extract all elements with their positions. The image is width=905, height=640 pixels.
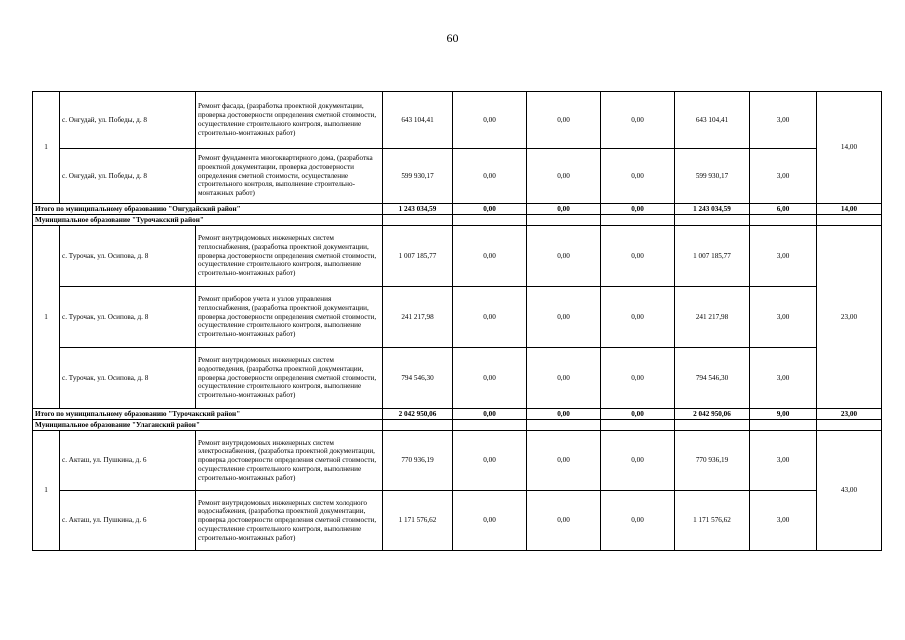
- total-value: 1 243 034,59: [383, 204, 453, 215]
- empty-cell: [601, 215, 675, 226]
- work-description: Ремонт фасада, (разработка проектной документации, проверка достоверности определения сметной стоимости, осуществление строительного контроля, выполнение строительно-монтажных работ): [196, 92, 383, 149]
- value-cell: 1 171 576,62: [383, 491, 453, 551]
- empty-cell: [817, 420, 882, 431]
- value-cell: 0,00: [453, 92, 527, 149]
- value-cell: 3,00: [750, 226, 817, 287]
- table-row: [33, 287, 882, 348]
- value-cell: 0,00: [527, 348, 601, 409]
- value-cell: 0,00: [453, 226, 527, 287]
- value-cell: 1 171 576,62: [675, 491, 750, 551]
- value-cell: 0,00: [453, 431, 527, 491]
- value-cell: 0,00: [601, 348, 675, 409]
- value-cell: 1 007 185,77: [675, 226, 750, 287]
- table-row: [33, 431, 882, 491]
- total-value: 0,00: [527, 204, 601, 215]
- group-value-cell: 14,00: [817, 92, 882, 204]
- work-description: Ремонт внутридомовых инженерных систем электроснабжения, (разработка проектной документации, проверка достоверности определения сметной стоимости, осуществление строительного контроля, выполнение строительно-монтажных работ): [196, 431, 383, 491]
- table-row: [33, 149, 882, 204]
- total-value: 0,00: [601, 409, 675, 420]
- empty-cell: [675, 215, 750, 226]
- value-cell: 0,00: [527, 491, 601, 551]
- value-cell: 0,00: [601, 491, 675, 551]
- value-cell: 599 930,17: [383, 149, 453, 204]
- address-cell: с. Акташ, ул. Пушкина, д. 6: [60, 431, 196, 491]
- value-cell: 0,00: [601, 226, 675, 287]
- municipality-header-row: [33, 215, 882, 226]
- value-cell: 643 104,41: [675, 92, 750, 149]
- work-description: Ремонт внутридомовых инженерных систем водоотведения, (разработка проектной документации, проверка достоверности определения сметной стоимости, осуществление строительного контроля, выполнение строительно-монтажных работ): [196, 348, 383, 409]
- value-cell: 3,00: [750, 287, 817, 348]
- total-value: 0,00: [527, 409, 601, 420]
- total-value: 0,00: [453, 409, 527, 420]
- total-value: 2 042 950,06: [675, 409, 750, 420]
- value-cell: 0,00: [527, 92, 601, 149]
- total-label: Итого по муниципальному образованию "Онгудайский район": [33, 204, 383, 215]
- empty-cell: [817, 215, 882, 226]
- work-description: Ремонт внутридомовых инженерных систем теплоснабжения, (разработка проектной документации, проверка достоверности определения сметной стоимости, осуществление строительного контроля, выполнение строительно-монтажных работ): [196, 226, 383, 287]
- empty-cell: [750, 215, 817, 226]
- value-cell: 241 217,98: [383, 287, 453, 348]
- value-cell: 794 546,30: [675, 348, 750, 409]
- value-cell: 794 546,30: [383, 348, 453, 409]
- value-cell: 3,00: [750, 92, 817, 149]
- value-cell: 241 217,98: [675, 287, 750, 348]
- value-cell: 770 936,19: [675, 431, 750, 491]
- value-cell: 643 104,41: [383, 92, 453, 149]
- empty-cell: [527, 420, 601, 431]
- total-value: 0,00: [453, 204, 527, 215]
- total-value: 0,00: [601, 204, 675, 215]
- value-cell: 599 930,17: [675, 149, 750, 204]
- work-description: Ремонт внутридомовых инженерных систем холодного водоснабжения, (разработка проектной документации, проверка достоверности определения сметной стоимости, осуществление строительного контроля, выполнение строительно-монтажных работ): [196, 491, 383, 551]
- row-number: 1: [33, 431, 60, 551]
- municipality-header-row: [33, 420, 882, 431]
- municipality-header: Муниципальное образование "Турочакский район": [33, 215, 383, 226]
- work-description: Ремонт приборов учета и узлов управления теплоснабжения, (разработка проектной документации, проверка достоверности определения сметной стоимости, осуществление строительного контроля, выполнение строительно-монтажных работ): [196, 287, 383, 348]
- work-description: Ремонт фундамента многоквартирного дома, (разработка проектной документации, проверка достоверности определения сметной стоимости, осуществление строительного контроля, выполнение строительно-монтажных работ): [196, 149, 383, 204]
- empty-cell: [383, 420, 453, 431]
- address-cell: с. Турочак, ул. Осипова, д. 8: [60, 348, 196, 409]
- address-cell: с. Турочак, ул. Осипова, д. 8: [60, 226, 196, 287]
- value-cell: 0,00: [527, 226, 601, 287]
- value-cell: 770 936,19: [383, 431, 453, 491]
- capital-repair-table: [32, 91, 882, 551]
- total-row: [33, 204, 882, 215]
- empty-cell: [750, 420, 817, 431]
- value-cell: 0,00: [453, 348, 527, 409]
- municipality-header: Муниципальное образование "Улаганский район": [33, 420, 383, 431]
- value-cell: 0,00: [601, 287, 675, 348]
- value-cell: 0,00: [601, 431, 675, 491]
- row-number: 1: [33, 226, 60, 409]
- row-number: 1: [33, 92, 60, 204]
- total-value: 14,00: [817, 204, 882, 215]
- empty-cell: [601, 420, 675, 431]
- empty-cell: [453, 420, 527, 431]
- table-row: [33, 92, 882, 149]
- total-value: 23,00: [817, 409, 882, 420]
- empty-cell: [453, 215, 527, 226]
- total-value: 2 042 950,06: [383, 409, 453, 420]
- total-value: 6,00: [750, 204, 817, 215]
- address-cell: с. Онгудай, ул. Победы, д. 8: [60, 92, 196, 149]
- value-cell: 0,00: [601, 92, 675, 149]
- empty-cell: [675, 420, 750, 431]
- address-cell: с. Акташ, ул. Пушкина, д. 6: [60, 491, 196, 551]
- group-value-cell: 23,00: [817, 226, 882, 409]
- total-row: [33, 409, 882, 420]
- page-number: 60: [446, 31, 459, 45]
- value-cell: 0,00: [527, 431, 601, 491]
- table-row: [33, 491, 882, 551]
- value-cell: 1 007 185,77: [383, 226, 453, 287]
- value-cell: 3,00: [750, 491, 817, 551]
- total-value: 9,00: [750, 409, 817, 420]
- group-value-cell: 43,00: [817, 431, 882, 551]
- table-row: [33, 226, 882, 287]
- address-cell: с. Турочак, ул. Осипова, д. 8: [60, 287, 196, 348]
- value-cell: 0,00: [453, 149, 527, 204]
- empty-cell: [527, 215, 601, 226]
- value-cell: 0,00: [453, 491, 527, 551]
- value-cell: 3,00: [750, 431, 817, 491]
- empty-cell: [383, 215, 453, 226]
- total-label: Итого по муниципальному образованию "Турочакский район": [33, 409, 383, 420]
- value-cell: 0,00: [527, 287, 601, 348]
- value-cell: 0,00: [527, 149, 601, 204]
- value-cell: 3,00: [750, 348, 817, 409]
- value-cell: 0,00: [453, 287, 527, 348]
- total-value: 1 243 034,59: [675, 204, 750, 215]
- table-row: [33, 348, 882, 409]
- address-cell: с. Онгудай, ул. Победы, д. 8: [60, 149, 196, 204]
- value-cell: 3,00: [750, 149, 817, 204]
- value-cell: 0,00: [601, 149, 675, 204]
